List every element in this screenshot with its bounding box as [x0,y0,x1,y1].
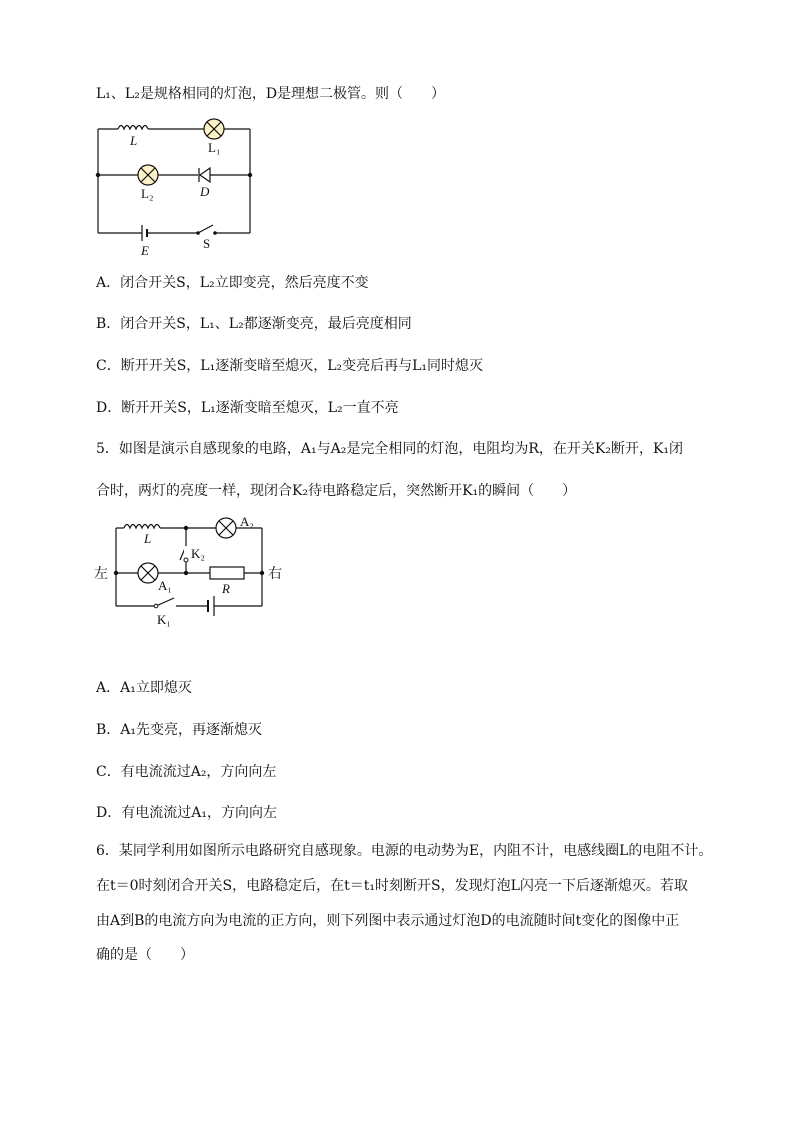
q5-option-c: C．有电流流过A₂，方向向左 [96,764,277,780]
q6-stem-line4: 确的是（ ） [96,947,194,963]
label-R: R [222,581,230,596]
q4-option-d: D．断开开关S，L₁逐渐变暗至熄灭，L₂一直不亮 [96,400,399,416]
q5-option-a: A．A₁立即熄灭 [96,680,192,696]
q4-option-c: C．断开开关S，L₁逐渐变暗至熄灭，L₂变亮后再与L₁同时熄灭 [96,358,484,374]
q6-stem-line1: 6．某同学利用如图所示电路研究自感现象。电源的电动势为E，内阻不计，电感线圈L的电阻不计。 [96,843,713,859]
label-K2: K₂ [191,546,205,561]
q5-option-b: B．A₁先变亮，再逐渐熄灭 [96,722,263,738]
q5-option-d: D．有电流流过A₁，方向向左 [96,805,277,821]
label-L1: L₁ [208,140,221,155]
label-right: 右 [268,567,282,582]
label-K1: K₁ [157,612,171,627]
q5-stem-line2: 合时，两灯的亮度一样，现闭合K₂待电路稳定后，突然断开K₁的瞬间（ ） [96,483,577,499]
label-L: L [130,133,138,148]
circuit-diagram-q5 [92,508,292,633]
label-L: L [144,531,152,546]
label-A1: A₁ [158,578,172,593]
label-D: D [200,184,210,199]
q6-stem-line2: 在t＝0时刻闭合开关S，电路稳定后，在t＝t₁时刻断开S，发现灯泡L闪亮一下后逐渐熄灭。若取 [96,878,688,894]
label-left: 左 [94,567,108,582]
q6-stem-line3: 由A到B的电流方向为电流的正方向，则下列图中表示通过灯泡D的电流随时间t变化的图像中正 [96,913,680,929]
circuit-diagram-q4 [90,112,265,262]
q5-stem-line1: 5．如图是演示自感现象的电路，A₁与A₂是完全相同的灯泡，电阻均为R，在开关K₂断开，K₁闭 [96,441,684,457]
q4-stem: L₁、L₂是规格相同的灯泡，D是理想二极管。则（ ） [96,86,446,102]
label-S: S [203,236,211,251]
label-A2: A₂ [240,514,254,529]
label-L2: L₂ [141,186,154,201]
q4-option-b: B．闭合开关S，L₁、L₂都逐渐变亮，最后亮度相同 [96,316,412,332]
q4-option-a: A．闭合开关S，L₂立即变亮，然后亮度不变 [96,275,369,291]
label-E: E [141,243,149,258]
